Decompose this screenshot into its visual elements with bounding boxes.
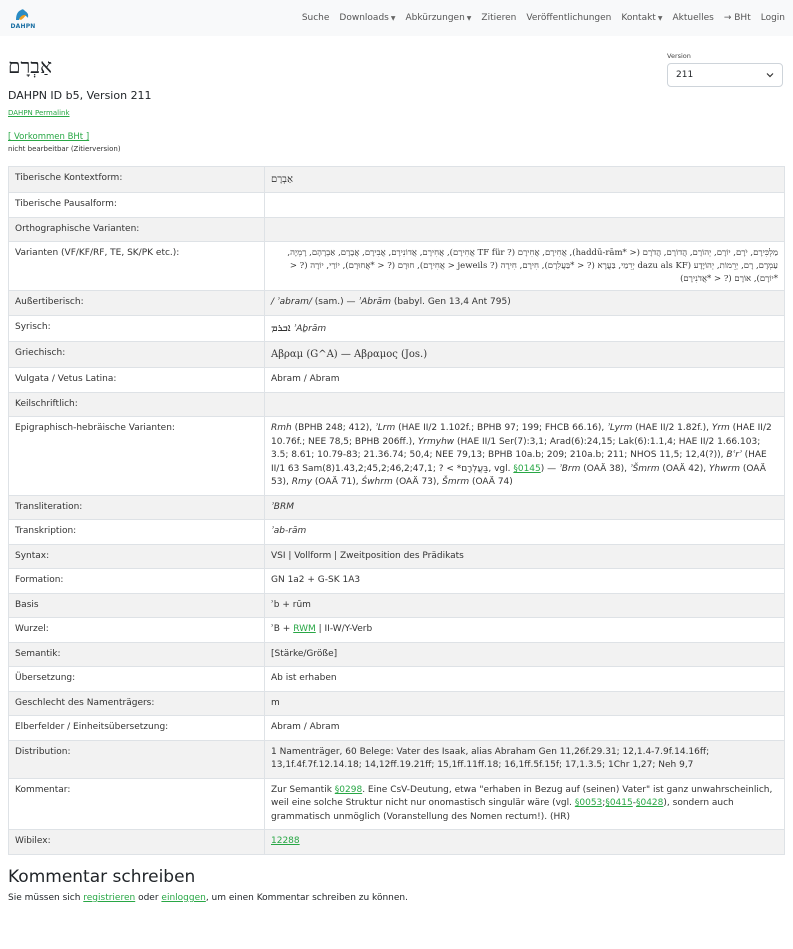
version-label: Version — [667, 52, 691, 60]
row-value — [265, 392, 785, 417]
row-key: Wurzel: — [9, 618, 265, 643]
row-key: Wibilex: — [9, 830, 265, 855]
varianten-line: מַלְכִּירָם, יֹרָם, יוֹרָם, יְהוֹרָם, הֲדוֹרָם, הֲדֹרָם (< *haddū-rām), אֲחִירָם, אֲחִירָם (? TF für אֲחִירָם), אֲחִירָם, אֲדוֹנִירָם, אֲבִירָם, אֲבָרָם, אַבְרָהָם, רָמְיָה, — [287, 248, 778, 258]
nav-abkuerzungen-label: Abkürzungen — [405, 13, 465, 23]
row-value: Abram / Abram — [265, 716, 785, 741]
epi-ref: (OAÄ 74) — [469, 477, 513, 488]
nav-bht[interactable] — [724, 13, 751, 23]
epi-form: Bʿrʾ — [726, 450, 742, 461]
row-value — [265, 193, 785, 218]
row-key: Orthographische Varianten: — [9, 217, 265, 242]
row-value — [265, 778, 785, 830]
row-key: Syntax: — [9, 544, 265, 569]
comment-title: Kommentar schreiben — [8, 866, 196, 887]
kommentar-text: - — [632, 798, 636, 809]
id-line: DAHPN ID b5, Version 211 — [8, 89, 152, 102]
row-key: Formation: — [9, 569, 265, 594]
table-row — [9, 193, 785, 218]
row-value — [265, 242, 785, 291]
version-box — [667, 52, 783, 87]
paragraph-link[interactable]: §0053 — [574, 798, 603, 809]
epi-form: Rmh — [271, 423, 292, 434]
row-key: Griechisch: — [9, 342, 265, 368]
wurzel-text: ʾB + — [271, 624, 294, 635]
nav-login[interactable] — [761, 13, 785, 23]
table-row — [9, 242, 785, 291]
table-row — [9, 291, 785, 316]
caret-down-icon: ▼ — [466, 14, 472, 22]
epi-form: Rmy — [291, 477, 313, 488]
row-value: [Stärke/Größe] — [265, 642, 785, 667]
wibilex-link[interactable]: 12288 — [271, 836, 300, 847]
nav-bht-label: → BHt — [723, 13, 751, 23]
row-value — [265, 291, 785, 316]
row-value: אַבְרָם — [265, 167, 785, 193]
row-value — [265, 217, 785, 242]
table-row — [9, 830, 785, 855]
row-key: Außertiberisch: — [9, 291, 265, 316]
nav-zitieren-label: Zitieren — [481, 13, 517, 23]
epi-form: Yrmyhw — [417, 436, 455, 447]
nav-login-label: Login — [760, 13, 785, 23]
row-key: Übersetzung: — [9, 667, 265, 692]
epi-ref: (OAÄ 71), — [312, 477, 362, 488]
table-row — [9, 642, 785, 667]
paragraph-link[interactable]: §0415 — [605, 798, 633, 809]
table-row — [9, 417, 785, 496]
row-key: Geschlecht des Namenträgers: — [9, 691, 265, 716]
row-key: Basis — [9, 593, 265, 618]
epi-ref: (HAE II/2 1.102f.; BPHB 97; 199; FHCB 66.16), — [395, 423, 608, 434]
brand[interactable] — [8, 6, 38, 30]
nav-kontakt[interactable] — [621, 13, 662, 23]
navbar — [0, 0, 793, 36]
brand-text: DAHPN — [10, 23, 36, 30]
table-row — [9, 667, 785, 692]
epi-ref: (OAÄ 53), — [271, 463, 766, 488]
epi-ref: (OAÄ 73), — [392, 477, 443, 488]
row-value: VSI | Vollform | Zweitposition des Prädikats — [265, 544, 785, 569]
row-value: ʾab-rām — [265, 520, 785, 545]
paragraph-link[interactable]: §0145 — [513, 463, 541, 474]
table-row — [9, 691, 785, 716]
register-link[interactable]: registrieren — [83, 892, 136, 903]
epi-ref: (BPHB 248; 412), — [291, 423, 375, 434]
ausser-name: ʾAbrām — [358, 297, 391, 308]
nav-veroeffentlichungen-label: Veröffentlichungen — [526, 13, 612, 23]
nav-kontakt-label: Kontakt — [621, 13, 656, 23]
varianten-line: יוֹרָה (? < *יוֹרָם), אוֹרָם (? < *אֲדֹנִירָם) — [289, 260, 778, 284]
entry-header — [0, 36, 793, 166]
nav-suche[interactable] — [302, 13, 330, 23]
nav-suche-label: Suche — [301, 13, 330, 23]
row-value: Ab ist erhaben — [265, 667, 785, 692]
dahpn-logo-icon — [13, 6, 33, 22]
epi-form: ʾLrm — [375, 423, 396, 434]
epi-ref: (OAÄ 42), — [659, 463, 709, 474]
row-value: 1 Namenträger, 60 Belege: Vater des Isaak, alias Abraham Gen 11,26f.29.31; 12,1.4-7.9f.14.16ff; 13,1f.4f.7f.12.14.18; 14,12ff.19.21ff; 15,1ff.11ff.18; 16,1ff.5f.15f; 17,1.3.5; 1Chr 1,27; Neh 9,7 — [265, 740, 785, 778]
row-value — [265, 417, 785, 496]
nav-items — [302, 13, 785, 23]
nav-aktuelles-label: Aktuelles — [672, 13, 714, 23]
table-row — [9, 217, 785, 242]
table-row — [9, 778, 785, 830]
table-row — [9, 520, 785, 545]
chevron-down-icon — [766, 71, 774, 79]
varianten-line: עַמְרָם, רָם, יְרֵמוֹת, יְהוֹיָדָע (dazu als KF יְרֵמַי, בַּעֲרָא (? < *בַּעֲלִרָם), חִירָם, חִירָה (? jeweils < אֲחִירָם), חוּרָם (? < *אֲחוּרָם), יוֹרַי, — [326, 260, 778, 271]
row-key: Kommentar: — [9, 778, 265, 830]
epi-ref: (OAÄ 38), — [580, 463, 630, 474]
row-key: Tiberische Kontextform: — [9, 167, 265, 193]
syriac-script: ܐܒܪܡ — [271, 322, 291, 334]
nav-abkuerzungen[interactable] — [405, 13, 471, 23]
row-value: ʾBRM — [265, 495, 785, 520]
row-value — [265, 315, 785, 342]
ausser-phon: / ʾabram/ — [271, 297, 312, 308]
row-key: Varianten (VF/KF/RF, TE, SK/PK etc.): — [9, 242, 265, 291]
row-key: Distribution: — [9, 740, 265, 778]
comment-text: Sie müssen sich — [8, 892, 84, 903]
table-row — [9, 167, 785, 193]
row-key: Vulgata / Vetus Latina: — [9, 368, 265, 393]
row-key: Keilschriftlich: — [9, 392, 265, 417]
table-row — [9, 342, 785, 368]
row-value — [265, 830, 785, 855]
epi-ref: (HAE II/1 Ser(7):3,1; Arad(6):24,15; Lak(6):1.1,4; HAE II/2 1.66.103; 3.5; 8.61; 10.79-83; 21.36.74; 50,4; NEE 79,13; BPHB 10a.b; 209; 210a.b; 211; NHOS 11,5; 12,4(?)), — [271, 436, 761, 461]
comment-section — [0, 855, 793, 903]
row-key: Semantik: — [9, 642, 265, 667]
entry-table — [8, 166, 785, 855]
epi-ref: (HAE II/1 63 Sam(8)1.43,2;45,2;46,2;47,1; ? < *בַּעֲלְרָם, vgl. — [271, 450, 767, 474]
login-link[interactable]: einloggen — [161, 892, 206, 903]
comment-info — [8, 893, 785, 903]
nav-veroeffentlichungen[interactable] — [526, 13, 611, 23]
kommentar-text: ), sondern auch grammatisch unmöglich (Voranstellung des Nomen rectum!). (HR) — [271, 798, 734, 822]
caret-down-icon: ▼ — [390, 14, 396, 22]
table-row — [9, 315, 785, 342]
ausser-ref: (babyl. Gen 13,4 Ant 795) — [390, 297, 511, 308]
nav-zitieren[interactable] — [481, 13, 516, 23]
kommentar-text: ; — [602, 798, 606, 809]
row-value — [265, 618, 785, 643]
paragraph-link[interactable]: §0428 — [635, 798, 664, 809]
epi-form: Yrm — [711, 423, 730, 434]
row-value: GN 1a2 + G-SK 1A3 — [265, 569, 785, 594]
epi-form: ʾBrm — [558, 463, 581, 474]
version-value: 211 — [676, 70, 694, 80]
table-row — [9, 569, 785, 594]
root-link[interactable]: RWM — [293, 624, 316, 635]
epi-ref: ) — — [540, 463, 559, 474]
nav-downloads-label: Downloads — [339, 13, 389, 23]
comment-text: , um einen Kommentar schreiben zu können. — [205, 892, 408, 903]
row-key: Tiberische Pausalform: — [9, 193, 265, 218]
kommentar-text: . Eine CsV-Deutung, etwa "erhaben in Bezug auf (seinen) Vater" ist ganz unwahrscheinlich, weil eine solche Struktur nicht nur onomastisch singulär wäre (vgl. — [271, 784, 773, 809]
table-row — [9, 618, 785, 643]
row-value: Αβραμ (G^A) — Αβραμος (Jos.) — [265, 342, 785, 368]
row-key: Epigraphisch-hebräische Varianten: — [9, 417, 265, 496]
vorkommen-link[interactable]: [ Vorkommen BHt ] — [8, 132, 90, 142]
permalink-link[interactable]: DAHPN Permalink — [8, 109, 70, 117]
hebrew-title: אַבְרָם — [8, 54, 52, 78]
table-row — [9, 544, 785, 569]
table-row — [9, 716, 785, 741]
row-key: Transliteration: — [9, 495, 265, 520]
caret-down-icon: ▼ — [657, 14, 663, 22]
epi-form: Šmrm — [442, 477, 470, 488]
table-row — [9, 593, 785, 618]
row-key: Transkription: — [9, 520, 265, 545]
row-value: Abram / Abram — [265, 368, 785, 393]
nav-aktuelles[interactable] — [672, 13, 713, 23]
epi-form: ʾŠmrm — [629, 463, 660, 474]
wurzel-text: | II-W/Y-Verb — [315, 624, 373, 635]
epi-ref: (HAE II/2 10.76f.; NEE 78,5; BPHB 206ff.), — [271, 423, 772, 447]
epi-form: ʾLyrm — [607, 423, 633, 434]
epi-ref: (HAE II/2 1.82f.), — [632, 423, 712, 434]
table-row — [9, 740, 785, 778]
ausser-text: (sam.) — — [311, 297, 359, 308]
table-row — [9, 368, 785, 393]
table-row — [9, 392, 785, 417]
kommentar-text: Zur Semantik — [271, 784, 335, 795]
row-value: ʾb + rūm — [265, 593, 785, 618]
row-key: Elberfelder / Einheitsübersetzung: — [9, 716, 265, 741]
paragraph-link[interactable]: §0298 — [334, 784, 363, 795]
comment-text: oder — [135, 892, 162, 903]
epi-form: Yhwrm — [708, 463, 740, 474]
table-row — [9, 495, 785, 520]
nav-downloads[interactable] — [339, 13, 395, 23]
row-key: Syrisch: — [9, 315, 265, 342]
epi-form: Śwhrm — [361, 477, 393, 488]
syriac-translit: ʾAḇrām — [293, 323, 327, 334]
status-text: nicht bearbeitbar (Zitierversion) — [8, 145, 121, 153]
version-select[interactable] — [667, 63, 783, 87]
row-value: m — [265, 691, 785, 716]
